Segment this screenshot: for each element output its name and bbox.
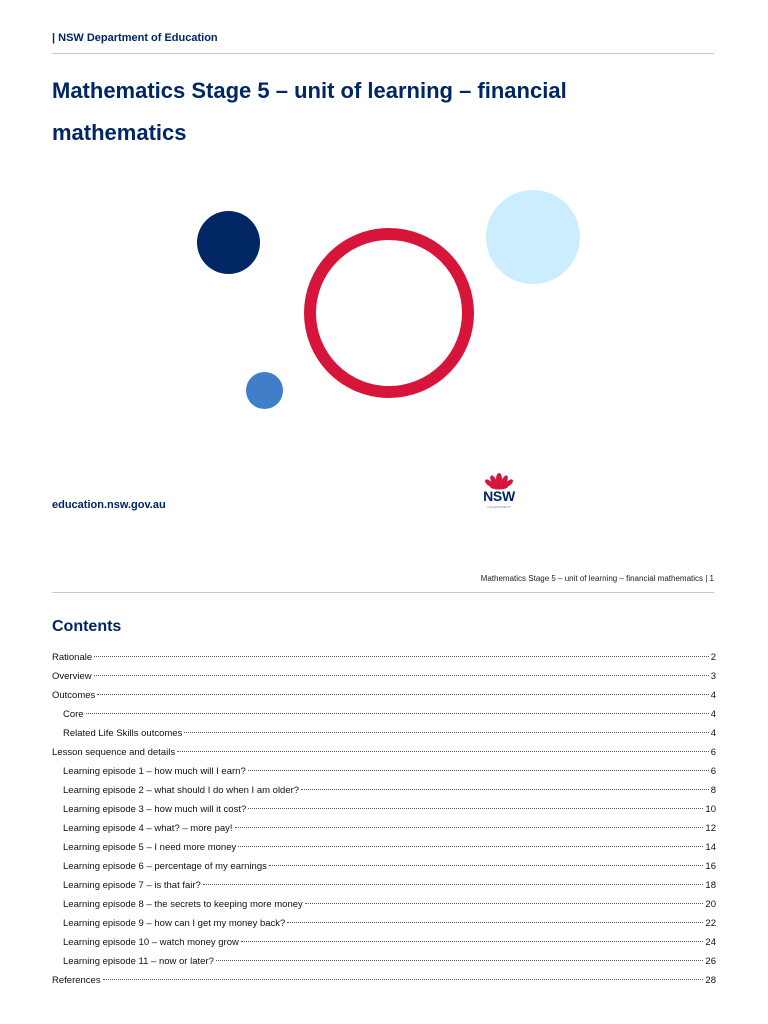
toc-entry-page: 24 (705, 937, 716, 948)
toc-leader-dots (203, 884, 704, 885)
toc-entry-page: 20 (705, 899, 716, 910)
toc-entry-label: Learning episode 6 – percentage of my earnings (63, 861, 267, 872)
toc-entry-page: 16 (705, 861, 716, 872)
toc-entry[interactable] (52, 667, 716, 686)
toc-entry[interactable] (52, 743, 716, 762)
toc-leader-dots (269, 865, 704, 866)
toc-leader-dots (238, 846, 703, 847)
toc-entry-page: 14 (705, 842, 716, 853)
toc-entry[interactable] (52, 952, 716, 971)
toc-leader-dots (248, 770, 709, 771)
toc-leader-dots (248, 808, 703, 809)
toc-entry[interactable] (52, 648, 716, 667)
toc-entry[interactable] (52, 933, 716, 952)
toc-entry-label: Outcomes (52, 690, 96, 701)
toc-entry-page: 8 (710, 785, 716, 796)
toc-leader-dots (301, 789, 709, 790)
contents-heading: Contents (52, 618, 122, 635)
page-footer: Mathematics Stage 5 – unit of learning – financial mathematics | 1 (480, 574, 714, 583)
toc-entry[interactable] (52, 800, 716, 819)
toc-entry-page: 2 (710, 652, 716, 663)
toc-entry-page: 6 (710, 766, 716, 777)
blue-circle (246, 372, 283, 409)
toc-leader-dots (216, 960, 704, 961)
toc-entry-page: 4 (710, 728, 716, 739)
toc-entry-label: Learning episode 10 – watch money grow (63, 937, 239, 948)
header-rule (52, 53, 714, 54)
toc-entry-label: Learning episode 7 – is that fair? (63, 880, 201, 891)
logo-text: NSW (483, 488, 515, 504)
toc-leader-dots (287, 922, 703, 923)
toc-leader-dots (94, 656, 709, 657)
page-title: Mathematics Stage 5 – unit of learning – financial mathematics (52, 78, 567, 145)
toc-entry-page: 6 (710, 747, 716, 758)
website-link[interactable]: education.nsw.gov.au (52, 499, 166, 511)
toc-leader-dots (235, 827, 704, 828)
toc-entry[interactable] (52, 838, 716, 857)
toc-entry-page: 10 (705, 804, 716, 815)
toc-entry-label: Lesson sequence and details (52, 747, 176, 758)
toc-leader-dots (241, 941, 704, 942)
toc-entry-label: Learning episode 9 – how can I get my money back? (63, 918, 286, 929)
toc-leader-dots (177, 751, 709, 752)
toc-entry-label: Learning episode 2 – what should I do when I am older? (63, 785, 300, 796)
toc-entry[interactable] (52, 781, 716, 800)
red-ring (304, 228, 474, 398)
toc-entry-label: Learning episode 1 – how much will I earn? (63, 766, 246, 777)
toc-entry-label: Learning episode 5 – I need more money (63, 842, 237, 853)
toc-entry[interactable] (52, 705, 716, 724)
nsw-logo (478, 472, 520, 512)
toc-entry[interactable] (52, 895, 716, 914)
toc-entry-label: Learning episode 3 – how much will it cost? (63, 804, 247, 815)
toc-entry[interactable] (52, 819, 716, 838)
toc-entry-label: Learning episode 11 – now or later? (63, 956, 214, 967)
toc-entry-label: References (52, 975, 101, 986)
toc-entry-label: Overview (52, 671, 92, 682)
toc-entry[interactable] (52, 914, 716, 933)
footer-rule (52, 592, 714, 593)
toc-entry-page: 4 (710, 709, 716, 720)
toc-entry-label: Core (63, 709, 84, 720)
logo-subtext: GOVERNMENT (487, 505, 511, 509)
toc-entry-page: 12 (705, 823, 716, 834)
toc-leader-dots (305, 903, 704, 904)
toc-entry-page: 3 (710, 671, 716, 682)
toc-leader-dots (184, 732, 708, 733)
toc-entry-label: Learning episode 4 – what? – more pay! (63, 823, 233, 834)
toc-leader-dots (86, 713, 709, 714)
navy-circle (197, 211, 260, 274)
toc-entry[interactable] (52, 971, 716, 990)
table-of-contents (52, 648, 716, 990)
toc-entry[interactable] (52, 876, 716, 895)
toc-leader-dots (97, 694, 708, 695)
toc-entry[interactable] (52, 686, 716, 705)
toc-leader-dots (103, 979, 704, 980)
toc-entry-page: 28 (705, 975, 716, 986)
toc-entry-label: Related Life Skills outcomes (63, 728, 183, 739)
toc-entry-page: 26 (705, 956, 716, 967)
toc-entry[interactable] (52, 857, 716, 876)
toc-entry-label: Rationale (52, 652, 93, 663)
toc-entry-label: Learning episode 8 – the secrets to keeping more money (63, 899, 303, 910)
light-blue-circle (486, 190, 580, 284)
toc-entry[interactable] (52, 762, 716, 781)
toc-entry-page: 4 (710, 690, 716, 701)
toc-leader-dots (94, 675, 709, 676)
toc-entry[interactable] (52, 724, 716, 743)
toc-entry-page: 22 (705, 918, 716, 929)
header-department: | NSW Department of Education (52, 32, 218, 44)
toc-entry-page: 18 (705, 880, 716, 891)
